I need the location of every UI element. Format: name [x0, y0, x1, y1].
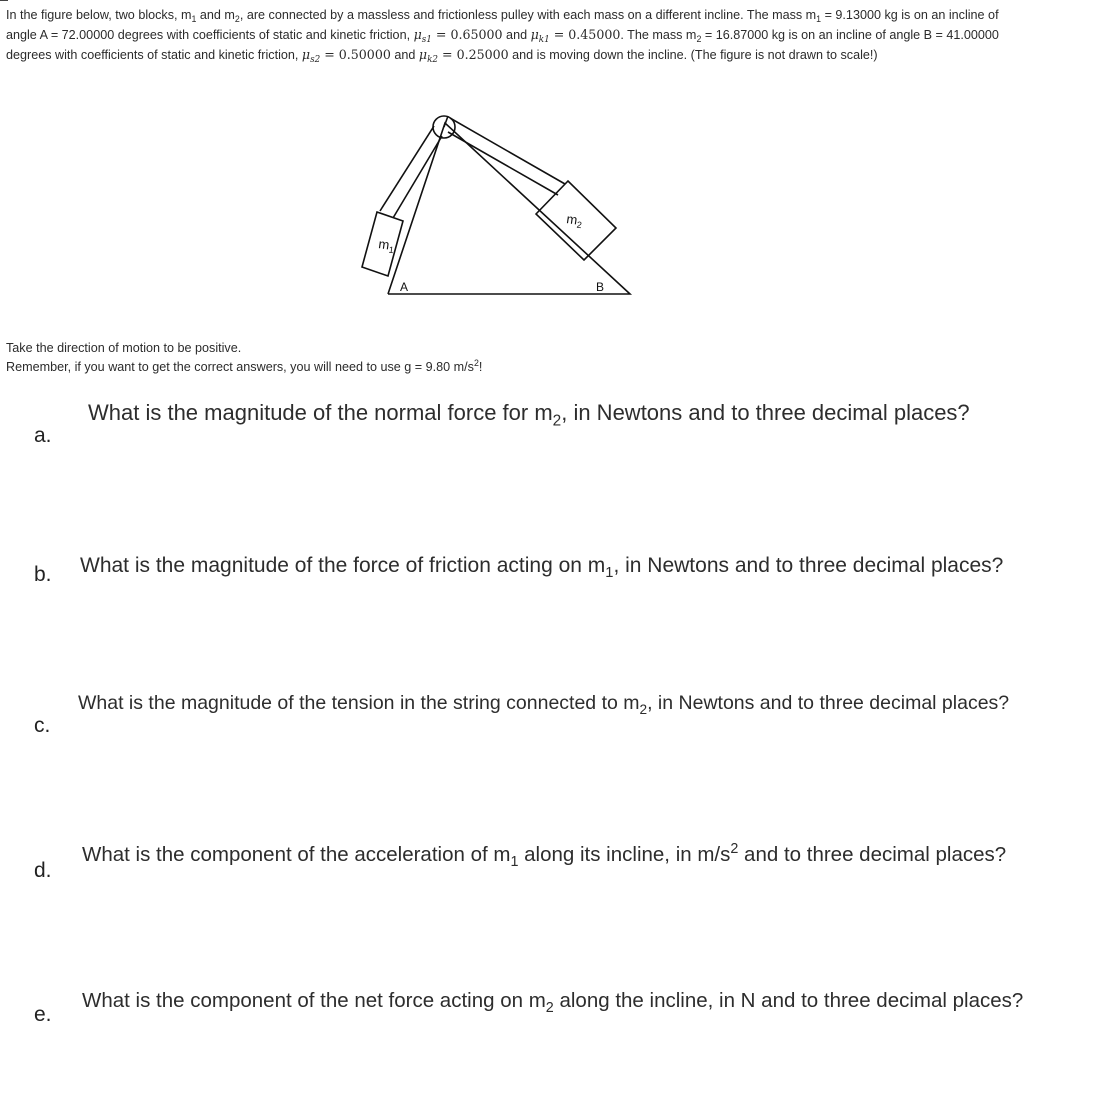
- question-b-text: What is the magnitude of the force of friction acting on $m_1$, in Newtons and to three decimal places?: [80, 554, 1004, 582]
- question-c-text: What is the magnitude of the tension in the string connected to $m_2$, in Newtons and to three decimal places?: [78, 692, 1010, 717]
- string-right: [450, 118, 565, 184]
- question-e-letter: e.: [34, 1003, 52, 1026]
- question-d-letter: d.: [34, 859, 52, 882]
- incline-triangle: [388, 123, 630, 294]
- question-c-letter: c.: [34, 714, 51, 737]
- question-b-letter: b.: [34, 563, 52, 586]
- question-e-text: What is the component of the net force acting on $m_2$ along the incline, in N and to three decimal places?: [82, 989, 1024, 1017]
- gravity-note: Remember, if you want to get the correct answers, you will need to use g = 9.80 $m/s^2$!: [6, 358, 483, 374]
- problem-statement: In the figure below, two blocks, $m_1$ and $m_2$, are connected by a massless and frictionless pulley with each mass on a different incline. The mass $m_1 = 9.13000$ kg is on an incline of angle A = 72.00000 degrees with coefficients of static and kinetic friction, $\mu_{s1} = 0.65000$ and $\mu_{k1} = 0.45000$. The mass $m_2 = 16.87000$ kg is on an incline of angle B = 41.00000 degrees with coefficients of static and kinetic friction, $\mu_{s2} = 0.50000$ and $\mu_{k2} = 0.25000$ and is moving down the incline. (The figure is not drawn to scale!): [6, 8, 999, 66]
- string-right-inner: [448, 132, 558, 195]
- question-d-text: What is the component of the acceleration of $m_1$ along its incline, in $m/s^2$ and to three decimal places?: [82, 841, 1007, 871]
- incline-figure: [340, 108, 640, 303]
- question-a-text: What is the magnitude of the normal force for $m_2$, in Newtons and to three decimal places?: [88, 400, 970, 430]
- m1-label: $m_1$: [377, 236, 395, 256]
- angle-a-label: A: [400, 280, 409, 294]
- top-edge-line: [0, 0, 8, 1]
- string-left: [380, 126, 434, 211]
- direction-note: Take the direction of motion to be positive.: [6, 341, 242, 355]
- m2-label: $m_2$: [565, 211, 583, 231]
- instructions: [6, 339, 482, 377]
- question-a-letter: a.: [34, 424, 52, 447]
- angle-b-label: B: [596, 280, 605, 294]
